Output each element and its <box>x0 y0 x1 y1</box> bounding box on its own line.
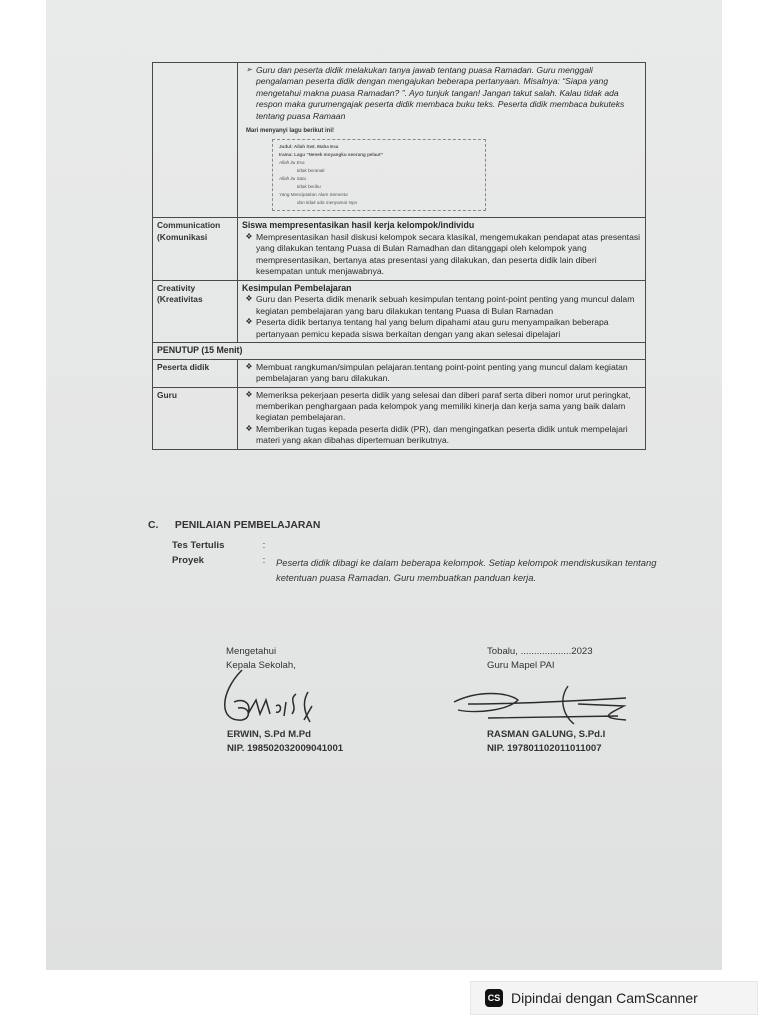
song-line: Irama: Lagu “Nenek moyangku seorang pelaut” <box>279 152 383 158</box>
list-item <box>242 294 641 317</box>
assessment-written-test <box>172 540 279 551</box>
list-item <box>242 390 641 424</box>
table-row <box>153 343 646 360</box>
teacher-line1: Tobalu, ...................2023 <box>487 646 593 657</box>
list-item-text: Memeriksa pekerjaan peserta didik yang selesai dan diberi paraf serta diberi nomor urut peringkat, memberikan penghargaan pada kelompok yang memiliki kinerja dan kerja sama yang baik dalam kegiatan pembelajaran. <box>256 389 631 423</box>
row-label <box>153 387 238 449</box>
table-row <box>153 280 646 342</box>
list-item-text: Mempresentasikan hasil diskusi kelompok secara klasikal, mengemukakan pendapat atas presentasi yang dilakukan tentang Puasa di Bulan Ramadhan dan ditanggapi oleh kelompok yang mempresentasikan, bertanya atas presentasi yang dilakukan, dan peserta didik lain diberi kesempatan untuk menjawabnya. <box>256 232 641 277</box>
project-colon: : <box>262 555 266 566</box>
lesson-activity-table <box>152 62 646 450</box>
song-line: Judul: Allah Swt. Maha Esa <box>279 144 339 150</box>
song-line: dan tidak ada menyamai-Nya <box>297 200 357 206</box>
principal-name: ERWIN, S.Pd M.Pd <box>227 729 312 740</box>
camscanner-watermark <box>470 981 758 1015</box>
list-item <box>242 424 641 447</box>
written-test-colon: : <box>262 540 266 551</box>
row-label <box>153 63 238 218</box>
diamond-bullet-icon: ❖ <box>245 317 253 327</box>
song-line: Yang Menciptakan Alam Semesta <box>279 192 348 198</box>
song-lyrics-box <box>272 139 486 211</box>
teacher-name: RASMAN GALUNG, S.Pd.I <box>487 729 606 740</box>
project-description: Peserta didik dibagi ke dalam beberapa kelompok. Setiap kelompok mendiskusikan tentang ketentuan puasa Ramadan. Guru membuatkan panduan kerja. <box>276 557 657 584</box>
song-line: Allah itu Satu <box>279 176 307 182</box>
row-label-line: Communication <box>157 220 221 231</box>
teacher-identity <box>487 728 605 756</box>
diamond-bullet-icon: ❖ <box>245 423 253 433</box>
row-label <box>153 359 238 387</box>
assessment-project <box>172 555 279 566</box>
row-label-line: (Komunikasi <box>157 231 208 242</box>
list-item-text: Membuat rangkuman/simpulan pelajaran.tentang point-point penting yang muncul dalam kegiatan pembelajaran yang baru dilakukan. <box>256 361 628 384</box>
song-line: tidak beranak <box>297 168 325 174</box>
row-label-line: (Kreativitas <box>157 293 203 304</box>
teacher-line2: Guru Mapel PAI <box>487 659 555 671</box>
table-row <box>153 218 646 280</box>
row-title: Siswa mempresentasikan hasil kerja kelompok/individu <box>242 220 475 231</box>
row-content <box>238 63 646 218</box>
list-item <box>242 317 641 340</box>
list-item-text: Guru dan Peserta didik menarik sebuah kesimpulan tentang point-point penting yang muncul dalam kegiatan pembelajaran yang baru dilakukan tentang Puasa di Bulan Ramadan <box>256 294 635 316</box>
diamond-bullet-icon: ❖ <box>245 232 253 242</box>
arrow-bullet-icon: ➢ <box>245 65 253 74</box>
section-header-closing: PENUTUP (15 Menit) <box>153 343 646 360</box>
row-label <box>153 280 238 342</box>
principal-line2: Kepala Sekolah, <box>226 659 296 671</box>
row-label-line: Peserta didik <box>157 361 210 372</box>
row-content <box>238 218 646 280</box>
row-content <box>238 280 646 342</box>
row-content <box>238 359 646 387</box>
song-line: Allah itu Esa <box>279 160 305 166</box>
section-title: PENILAIAN PEMBELAJARAN <box>174 520 321 531</box>
row-label <box>153 218 238 280</box>
project-label: Proyek <box>172 555 204 566</box>
camscanner-logo-icon: CS <box>485 989 503 1007</box>
principal-identity <box>227 728 343 756</box>
camscanner-text: Dipindai dengan CamScanner <box>511 990 698 1006</box>
signature-block-teacher <box>487 645 593 673</box>
song-heading: Mari menyanyi lagu berikut ini! <box>246 128 335 135</box>
row-label-line: Guru <box>157 389 178 400</box>
teacher-nip: NIP. 197801102011011007 <box>487 742 602 754</box>
list-item <box>242 362 641 385</box>
section-number: C. <box>148 520 159 531</box>
table-row <box>153 359 646 387</box>
table-row <box>153 387 646 449</box>
list-item-text: Peserta didik bertanya tentang hal yang belum dipahami atau guru menyampaikan beberapa pertanyaan pemicu kepada siswa berkaitan dengan yang akan selesai dipelajari <box>256 317 609 339</box>
principal-nip: NIP. 198502032009041001 <box>227 742 344 754</box>
list-item-text: Guru dan peserta didik melakukan tanya jawab tentang puasa Ramadan. Guru menggali pengalaman peserta didik dengan mengajukan beberapa pertanyaan. Misalnya: “Siapa yang mengetahui makna puasa Ramadan? ”. Ayo tunjuk tangan! Jangan takut salah. Kalau tidak ada respon maka gurumengajak peserta didik membaca buku teks. Peserta didik membaca bukuteks tentang puasa Ramaan <box>256 65 625 121</box>
list-item <box>242 232 641 278</box>
principal-line1: Mengetahui <box>226 646 277 657</box>
row-label-line: Creativity <box>157 282 196 293</box>
written-test-label: Tes Tertulis <box>172 540 225 551</box>
principal-signature-image <box>212 662 332 738</box>
row-content <box>238 387 646 449</box>
list-item <box>242 65 641 122</box>
list-item-text: Memberikan tugas kepada peserta didik (PR), dan mengingatkan peserta didik untuk mempelajari materi yang akan dibahas dipertemuan berikutnya. <box>256 423 628 446</box>
diamond-bullet-icon: ❖ <box>245 361 253 371</box>
diamond-bullet-icon: ❖ <box>245 294 253 304</box>
table-row <box>153 63 646 218</box>
song-line: tidak beribu <box>297 184 321 190</box>
diamond-bullet-icon: ❖ <box>245 389 253 399</box>
row-title: Kesimpulan Pembelajaran <box>242 282 352 293</box>
section-c-heading <box>148 520 320 531</box>
